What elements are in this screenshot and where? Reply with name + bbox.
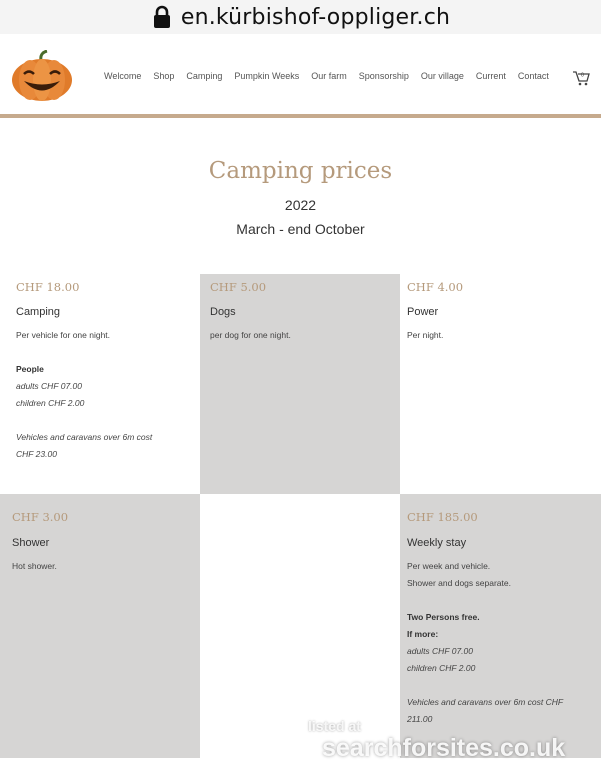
details-dogs: per dog for one night. — [210, 330, 291, 340]
details-shower: Hot shower. — [12, 561, 57, 571]
page-title: Camping prices — [208, 158, 393, 184]
price-dogs: CHF 5.00 — [210, 280, 267, 294]
price-power: CHF 4.00 — [407, 280, 464, 294]
price-card-shower — [0, 494, 200, 758]
nav-camping[interactable]: Camping — [186, 71, 223, 81]
price-shower: CHF 3.00 — [12, 510, 69, 524]
url-text: en.kürbishof-oppliger.ch — [180, 4, 451, 30]
nav-welcome[interactable]: Welcome — [104, 71, 142, 81]
season-range: March - end October — [236, 221, 365, 237]
site-header — [0, 34, 601, 118]
cart-count: 0 — [580, 72, 585, 79]
cart-icon[interactable] — [572, 70, 590, 86]
details-camping: Per vehicle for one night. People adults CHF 07.00 children CHF 2.00 Vehicles and caravans over 6m cost CHF 23.00 — [16, 330, 153, 459]
nav-pumpkin-weeks[interactable]: Pumpkin Weeks — [234, 71, 300, 81]
price-card-camping — [0, 274, 200, 494]
nav-sponsorship[interactable]: Sponsorship — [358, 71, 409, 81]
watermark-big: searchforsites.co.uk — [322, 734, 566, 762]
season-year: 2022 — [284, 197, 317, 213]
watermark-small: listed at — [308, 718, 361, 734]
nav-current[interactable]: Current — [475, 71, 506, 81]
browser-address-bar[interactable] — [0, 0, 601, 34]
details-power: Per night. — [407, 330, 444, 340]
watermark — [300, 716, 601, 768]
name-power: Power — [407, 306, 439, 318]
name-shower: Shower — [12, 537, 50, 549]
main-nav — [104, 71, 561, 81]
nav-our-farm[interactable]: Our farm — [311, 71, 347, 81]
nav-contact[interactable]: Contact — [517, 71, 549, 81]
name-camping: Camping — [16, 306, 61, 318]
lock-icon — [151, 5, 173, 29]
name-dogs: Dogs — [210, 306, 236, 318]
nav-our-village[interactable]: Our village — [420, 71, 464, 81]
pumpkin-logo[interactable] — [10, 50, 74, 102]
name-weekly-stay: Weekly stay — [407, 537, 467, 549]
details-weekly-stay: Per week and vehicle. Shower and dogs separate. Two Persons free. If more: adults CHF 07.00 children CHF 2.00 Vehicles and caravans over 6m cost CHF 211.00 — [407, 561, 564, 724]
price-camping: CHF 18.00 — [16, 280, 80, 294]
nav-shop[interactable]: Shop — [153, 71, 175, 81]
price-card-dogs — [200, 274, 400, 494]
price-weekly-stay: CHF 185.00 — [407, 510, 478, 524]
price-card-power — [400, 274, 601, 494]
